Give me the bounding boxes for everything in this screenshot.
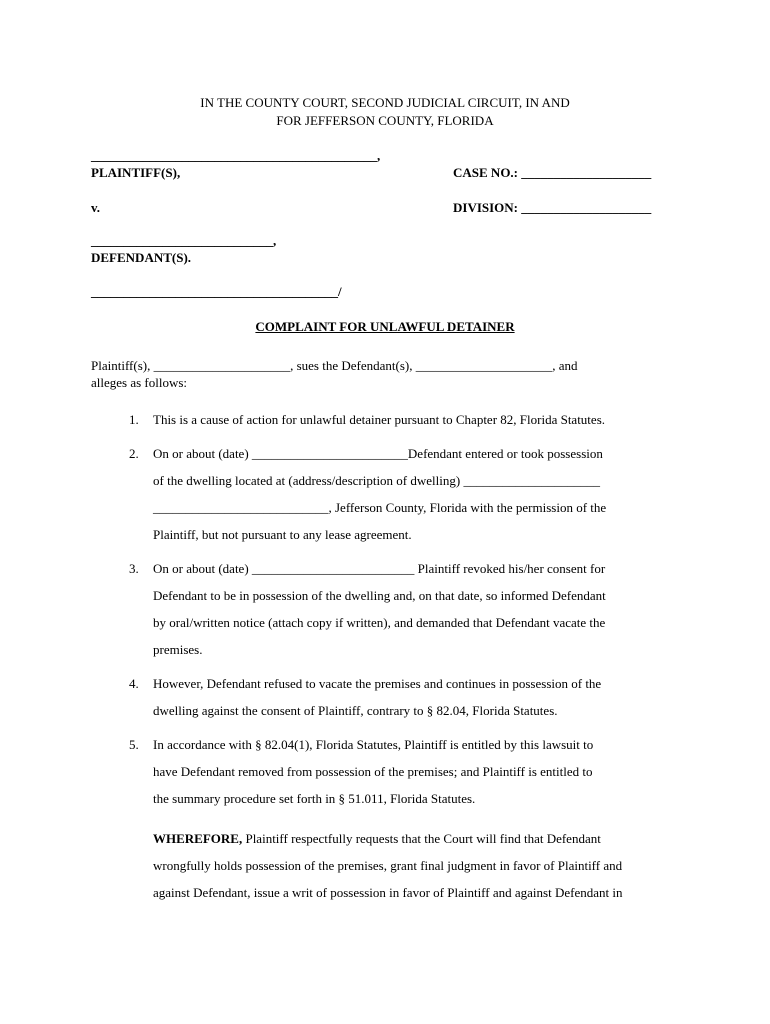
item-number: 3. (129, 561, 139, 576)
item-4-line-2: dwelling against the consent of Plaintiff, contrary to § 82.04, Florida Statutes. (153, 703, 558, 718)
case-number-field: CASE NO.: ____________________ (453, 165, 652, 180)
item-2-line-4: Plaintiff, but not pursuant to any lease agreement. (153, 527, 412, 542)
item-2-line-1: On or about (date) ________________________Defendant entered or took possession (153, 446, 603, 461)
wherefore-line-1 (153, 831, 601, 847)
wherefore-lead: WHEREFORE, (153, 831, 243, 846)
item-number: 2. (129, 446, 139, 461)
court-header-line-1: IN THE COUNTY COURT, SECOND JUDICIAL CIRCUIT, IN AND (200, 95, 570, 110)
item-number: 1. (129, 412, 139, 427)
item-3-line-3: by oral/written notice (attach copy if written), and demanded that Defendant vacate the (153, 615, 606, 630)
item-4-line-1: However, Defendant refused to vacate the premises and continues in possession of the (153, 676, 602, 691)
item-3-line-4: premises. (153, 642, 203, 657)
wherefore-line-3: against Defendant, issue a writ of possession in favor of Plaintiff and against Defendant in (153, 885, 623, 900)
item-3-line-2: Defendant to be in possession of the dwelling and, on that date, so informed Defendant (153, 588, 606, 603)
defendant-name-blank: ____________________________, (91, 233, 277, 248)
wherefore-line-1-rest: Plaintiff respectfully requests that the Court will find that Defendant (242, 831, 601, 846)
caption-closing-blank: ______________________________________/ (91, 284, 342, 299)
intro-line-1: Plaintiff(s), _____________________, sues the Defendant(s), _____________________, and (91, 358, 578, 373)
wherefore-line-2: wrongfully holds possession of the premises, grant final judgment in favor of Plaintiff and (153, 858, 623, 873)
item-number: 4. (129, 676, 139, 691)
item-3-line-1: On or about (date) _________________________ Plaintiff revoked his/her consent for (153, 561, 606, 576)
versus-label: v. (91, 200, 101, 215)
item-5-line-3: the summary procedure set forth in § 51.011, Florida Statutes. (153, 791, 476, 806)
plaintiff-label: PLAINTIFF(S), (91, 165, 181, 180)
intro-line-2: alleges as follows: (91, 375, 188, 390)
item-2-line-2: of the dwelling located at (address/description of dwelling) _____________________ (153, 473, 600, 488)
defendant-label: DEFENDANT(S). (91, 250, 192, 265)
item-5-line-2: have Defendant removed from possession of the premises; and Plaintiff is entitled to (153, 764, 593, 779)
division-field: DIVISION: ____________________ (453, 200, 652, 215)
document-title: COMPLAINT FOR UNLAWFUL DETAINER (255, 319, 515, 334)
plaintiff-name-blank: ____________________________________________, (91, 148, 381, 163)
item-2-line-3: ___________________________, Jefferson County, Florida with the permission of the (153, 500, 607, 515)
item-number: 5. (129, 737, 139, 752)
item-5-line-1: In accordance with § 82.04(1), Florida Statutes, Plaintiff is entitled by this lawsuit to (153, 737, 594, 752)
item-1-line-1: This is a cause of action for unlawful detainer pursuant to Chapter 82, Florida Statutes. (153, 412, 605, 427)
court-header-line-2: FOR JEFFERSON COUNTY, FLORIDA (276, 113, 494, 128)
